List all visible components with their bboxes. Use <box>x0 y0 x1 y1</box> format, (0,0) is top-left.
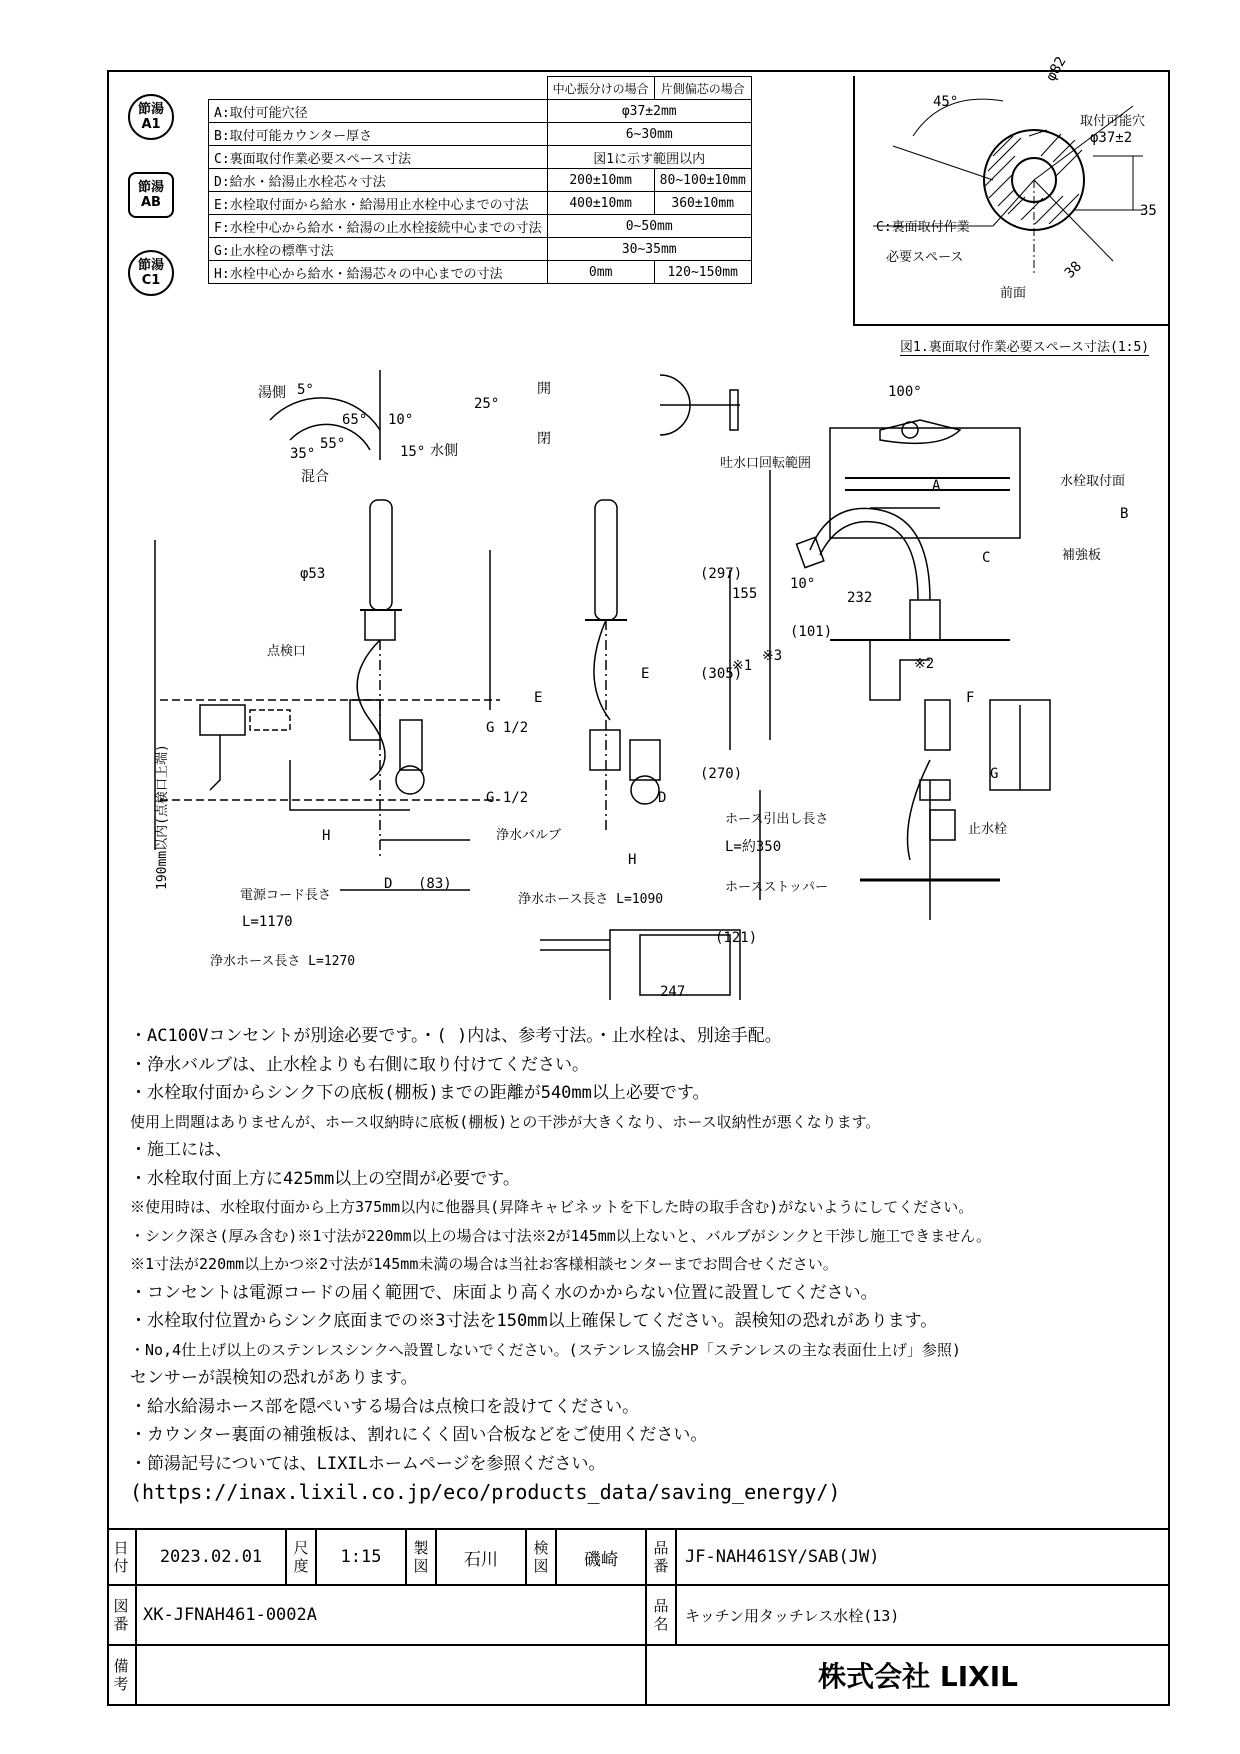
label-e2: E <box>641 666 650 682</box>
row-value: 400±10mm <box>547 192 654 215</box>
row-value-2: 80~100±10mm <box>654 169 751 192</box>
fig1-hole-dim: φ37±2 <box>1090 130 1133 146</box>
row-value: 図1に示す範囲以内 <box>547 146 751 169</box>
label-d155: 155 <box>732 586 758 602</box>
row-value-2: 360±10mm <box>654 192 751 215</box>
label-det-a: A <box>932 478 941 494</box>
label-spout-range: 吐水口回転範囲 <box>720 456 812 471</box>
badge-ab: 節湯 AB <box>128 172 174 218</box>
label-power-len: L=1170 <box>242 914 293 930</box>
note-line: ・AC100Vコンセントが別途必要です。・( )内は、参考寸法。・止水栓は、別途手配。 <box>130 1026 782 1046</box>
note-line: 使用上問題はありませんが、ホース収納時に底板(棚板)との干渉が大きくなり、ホース収納性が悪くなります。 <box>130 1112 881 1131</box>
label-angle-65: 65° <box>342 412 368 428</box>
label-angle-10: 10° <box>388 412 414 428</box>
label-g: G <box>990 766 999 782</box>
note-line: ・施工には、 <box>130 1140 232 1160</box>
row-label: F:水栓中心から給水・給湯の止水栓接続中心までの寸法 <box>209 215 548 238</box>
name-label: 品名 <box>647 1586 677 1646</box>
label-vert190: 190mm以内(点検口上端) <box>155 744 170 890</box>
remarks-value <box>137 1646 647 1706</box>
note-line: ・コンセントは電源コードの届く範囲で、床面より高く水のかからない位置に設置してください。 <box>130 1282 878 1303</box>
label-d297: (297) <box>700 566 743 582</box>
label-d1: D <box>384 876 393 892</box>
fig1-c-space-2: 必要スペース <box>886 250 964 265</box>
table-row <box>209 261 752 284</box>
label-d2: D <box>658 790 667 806</box>
drawing-no-value: XK-JFNAH461-0002A <box>137 1586 647 1646</box>
title-block <box>107 1528 1170 1708</box>
spec-table <box>208 76 752 284</box>
label-inspect: 点検口 <box>267 644 307 659</box>
label-star1: ※1 <box>732 658 753 674</box>
label-det-c: C <box>982 550 991 566</box>
label-phi53: φ53 <box>300 566 326 582</box>
label-d121: (121) <box>715 930 758 946</box>
label-det-mount: 水栓取付面 <box>1060 474 1126 489</box>
label-a10b: 10° <box>790 576 816 592</box>
table-row <box>209 146 752 169</box>
date-value: 2023.02.01 <box>137 1530 287 1586</box>
row-label: B:取付可能カウンター厚さ <box>209 123 548 146</box>
note-line: (https://inax.lixil.co.jp/eco/products_data/saving_energy/) <box>130 1480 841 1504</box>
notes-block <box>130 1022 991 1507</box>
row-value: φ37±2mm <box>547 100 751 123</box>
label-e1: E <box>534 690 543 706</box>
label-close: 閉 <box>537 431 551 447</box>
label-angle-35: 35° <box>290 446 316 462</box>
scale-label: 尺度 <box>287 1530 317 1586</box>
label-d247: 247 <box>660 984 686 1000</box>
row-value: 30~35mm <box>547 238 751 261</box>
fig1-phi82: φ82 <box>1043 54 1070 84</box>
row-value: 0mm <box>547 261 654 284</box>
fig1-caption: 図1.裏面取付作業必要スペース寸法(1:5) <box>900 336 1149 356</box>
label-filter-hose-1270: 浄水ホース長さ L=1270 <box>210 954 356 969</box>
drawn-value: 石川 <box>437 1530 527 1586</box>
fig1-front: 前面 <box>1000 286 1027 301</box>
label-det-plate: 補強板 <box>1062 548 1102 563</box>
checked-label: 検図 <box>527 1530 557 1586</box>
table-row <box>209 100 752 123</box>
label-angle-15: 15° <box>400 444 426 460</box>
row-label: A:取付可能穴径 <box>209 100 548 123</box>
part-no-label: 品番 <box>647 1530 677 1586</box>
label-d232: 232 <box>847 590 873 606</box>
header-center: 中心振分けの場合 <box>547 77 654 100</box>
label-hose-out: ホース引出し長さ <box>725 812 829 827</box>
label-d83: (83) <box>418 876 452 892</box>
drawing-no-label: 図番 <box>107 1586 137 1646</box>
row-label: C:裏面取付作業必要スペース寸法 <box>209 146 548 169</box>
label-filter-valve: 浄水バルブ <box>496 828 562 843</box>
note-line: センサーが誤検知の恐れがあります。 <box>130 1368 418 1388</box>
label-open: 開 <box>537 381 551 397</box>
label-angle-5: 5° <box>297 382 314 398</box>
label-f: F <box>966 690 975 706</box>
badge-a1: 節湯 A1 <box>128 94 174 140</box>
scale-value: 1:15 <box>317 1530 407 1586</box>
header-offset: 片側偏芯の場合 <box>654 77 751 100</box>
label-hose-stop: ホースストッパー <box>725 880 828 895</box>
fig1-c-space-1: C:裏面取付作業 <box>876 220 970 235</box>
company-name: 株式会社 LIXIL <box>647 1646 1170 1706</box>
note-line: ・水栓取付面上方に425mm以上の空間が必要です。 <box>130 1168 520 1189</box>
table-row <box>209 123 752 146</box>
label-water-side: 水側 <box>430 443 458 459</box>
note-line: ※1寸法が220mm以上かつ※2寸法が145mm未満の場合は当社お客様相談センターまでお問合せください。 <box>130 1255 838 1273</box>
drawn-label: 製図 <box>407 1530 437 1586</box>
label-hot-side: 湯側 <box>258 385 286 401</box>
note-line: ・シンク深さ(厚み含む)※1寸法が220mm以上の場合は寸法※2が145mm以上ないと、バルブがシンクと干渉し施工できません。 <box>130 1226 991 1245</box>
label-h1: H <box>322 828 331 844</box>
label-hose-len: L=約350 <box>725 839 782 855</box>
label-d305: (305) <box>700 666 743 682</box>
label-g12a: G 1/2 <box>486 720 529 736</box>
note-line: ・カウンター裏面の補強板は、割れにくく固い合板などをご使用ください。 <box>130 1425 708 1445</box>
label-det-b: B <box>1120 506 1129 522</box>
label-star3: ※3 <box>762 648 783 664</box>
label-angle-100: 100° <box>888 384 922 400</box>
table-row <box>209 215 752 238</box>
row-label: D:給水・給湯止水栓芯々寸法 <box>209 169 548 192</box>
row-label: G:止水栓の標準寸法 <box>209 238 548 261</box>
row-label: E:水栓取付面から給水・給湯用止水栓中心までの寸法 <box>209 192 548 215</box>
fig1-dim38: 38 <box>1061 258 1086 282</box>
note-line: ・給水給湯ホース部を隠ぺいする場合は点検口を設けてください。 <box>130 1396 640 1417</box>
label-mix: 混合 <box>301 469 329 485</box>
fig1-angle45: 45° <box>933 94 959 110</box>
checked-value: 磯崎 <box>557 1530 647 1586</box>
row-label: H:水栓中心から給水・給湯芯々の中心までの寸法 <box>209 261 548 284</box>
label-power-cord: 電源コード長さ <box>240 888 332 903</box>
note-line: ・水栓取付面からシンク下の底板(棚板)までの距離が540mm以上必要です。 <box>130 1083 710 1103</box>
badge-c1: 節湯 C1 <box>128 250 174 296</box>
name-value: キッチン用タッチレス水栓(13) <box>677 1586 1170 1646</box>
label-h2: H <box>628 852 637 868</box>
row-value: 6~30mm <box>547 123 751 146</box>
table-row <box>209 169 752 192</box>
fig1-hole: 取付可能穴 <box>1080 114 1146 129</box>
label-d270: (270) <box>700 766 743 782</box>
table-row <box>209 238 752 261</box>
label-filter-hose-1090: 浄水ホース長さ L=1090 <box>518 892 664 907</box>
label-angle-55: 55° <box>320 436 346 452</box>
label-angle-25: 25° <box>474 396 500 412</box>
row-value: 0~50mm <box>547 215 751 238</box>
date-label: 日付 <box>107 1530 137 1586</box>
note-line: ・水栓取付位置からシンク底面までの※3寸法を150mm以上確保してください。誤検知の恐れがあります。 <box>130 1311 938 1331</box>
note-line: ・節湯記号については、LIXILホームページを参照ください。 <box>130 1453 606 1474</box>
row-value-2: 120~150mm <box>654 261 751 284</box>
fig1-dim35: 35 <box>1140 203 1157 219</box>
label-star2: ※2 <box>914 656 935 672</box>
note-line: ・No,4仕上げ以上のステンレスシンクへ設置しないでください。(ステンレス協会HP「ステンレスの主な表面仕上げ」参照) <box>130 1340 961 1359</box>
note-line: ※使用時は、水栓取付面から上方375mm以内に他器具(昇降キャビネットを下した時の取手含む)がないようにしてください。 <box>130 1198 974 1216</box>
label-g12b: G 1/2 <box>486 790 529 806</box>
table-row <box>209 192 752 215</box>
row-value: 200±10mm <box>547 169 654 192</box>
note-line: ・浄水バルブは、止水栓よりも右側に取り付けてください。 <box>130 1054 589 1075</box>
label-stop-valve: 止水栓 <box>968 822 1008 837</box>
label-d101: (101) <box>790 624 833 640</box>
remarks-label: 備考 <box>107 1646 137 1706</box>
part-no-value: JF-NAH461SY/SAB(JW) <box>677 1530 1170 1586</box>
